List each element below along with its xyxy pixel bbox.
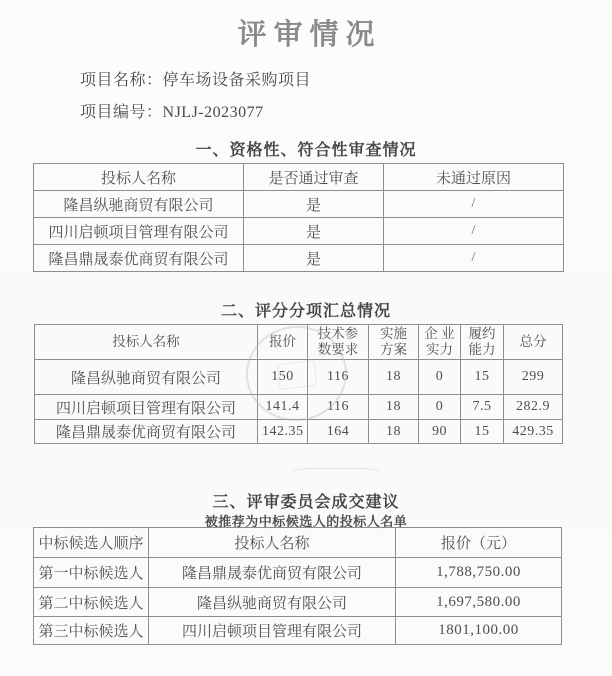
table-row [34,218,564,245]
table-row [35,420,563,444]
header-price-score: 报价 [258,325,308,360]
header-total-score: 总分 [504,325,563,360]
header-bidder-name: 投标人名称 [34,164,244,191]
header-company-strength: 企 业实力 [419,325,461,360]
scan-smudge-artifact [288,468,384,482]
table-row [34,588,562,617]
header-performance-ability: 履约能力 [461,325,504,360]
cell-bidder-name: 隆昌纵驰商贸有限公司 [34,191,244,218]
project-number-value: NJLJ-2023077 [162,104,264,121]
cell-bidder-name: 四川启顿项目管理有限公司 [149,617,396,645]
document-title: 评审情况 [237,19,382,51]
table-row [35,395,563,420]
cell-total-score: 299 [504,360,563,395]
section3-heading: 三、评审委员会成交建议 [212,494,400,511]
cell-bidder-name: 隆昌鼎晟泰优商贸有限公司 [34,245,244,272]
cell-implementation-plan: 18 [369,420,419,444]
cell-performance-ability: 15 [461,420,504,444]
header-candidate-rank: 中标候选人顺序 [34,528,149,558]
table-header-row [34,528,562,558]
header-bid-price: 报价（元） [396,528,562,558]
section2-heading: 二、评分分项汇总情况 [220,303,391,320]
cell-bid-price: 1,788,750.00 [396,558,562,588]
qualification-review-table [33,163,564,272]
cell-fail-reason: / [384,245,564,272]
cell-pass-review: 是 [244,245,384,272]
award-recommendation-table [33,527,562,645]
header-tech-params: 技术参数要求 [308,325,369,360]
cell-bid-price: 1,697,580.00 [396,588,562,617]
cell-company-strength: 0 [419,360,461,395]
cell-bidder-name: 隆昌鼎晟泰优商贸有限公司 [149,558,396,588]
cell-bidder-name: 隆昌纵驰商贸有限公司 [149,588,396,617]
cell-price-score: 150 [258,360,308,395]
section1-heading: 一、资格性、符合性审查情况 [195,142,417,159]
cell-performance-ability: 15 [461,360,504,395]
project-number-label: 项目编号： [80,104,163,121]
project-number-line [80,99,264,122]
cell-bid-price: 1801,100.00 [396,617,562,645]
cell-implementation-plan: 18 [369,360,419,395]
header-bidder-name: 投标人名称 [35,325,258,360]
score-summary-table [34,324,563,444]
cell-bidder-name: 隆昌鼎晟泰优商贸有限公司 [35,420,258,444]
cell-price-score: 141.4 [258,395,308,420]
cell-company-strength: 90 [419,420,461,444]
cell-performance-ability: 7.5 [461,395,504,420]
cell-price-score: 142.35 [258,420,308,444]
header-pass-review: 是否通过审查 [244,164,384,191]
cell-implementation-plan: 18 [369,395,419,420]
project-name-label: 项目名称： [80,72,163,89]
cell-total-score: 282.9 [504,395,563,420]
table-header-row [34,164,564,191]
cell-tech-params: 116 [308,395,369,420]
cell-company-strength: 0 [419,395,461,420]
table-row [34,617,562,645]
cell-pass-review: 是 [244,191,384,218]
cell-total-score: 429.35 [504,420,563,444]
cell-bidder-name: 四川启顿项目管理有限公司 [34,218,244,245]
section3-subheading: 被推荐为中标候选人的投标人名单 [204,514,408,529]
cell-bidder-name: 四川启顿项目管理有限公司 [35,395,258,420]
cell-candidate-rank: 第二中标候选人 [34,588,149,617]
table-row [35,360,563,395]
table-header-row [35,325,563,360]
header-bidder-name: 投标人名称 [149,528,396,558]
cell-tech-params: 164 [308,420,369,444]
table-row [34,558,562,588]
cell-pass-review: 是 [244,218,384,245]
cell-tech-params: 116 [308,360,369,395]
cell-bidder-name: 隆昌纵驰商贸有限公司 [35,360,258,395]
cell-candidate-rank: 第一中标候选人 [34,558,149,588]
cell-candidate-rank: 第三中标候选人 [34,617,149,645]
project-name-line [80,67,311,90]
header-implementation-plan: 实施方案 [369,325,419,360]
cell-fail-reason: / [384,191,564,218]
table-row [34,191,564,218]
cell-fail-reason: / [384,218,564,245]
project-name-value: 停车场设备采购项目 [162,72,312,89]
header-fail-reason: 未通过原因 [384,164,564,191]
table-row [34,245,564,272]
